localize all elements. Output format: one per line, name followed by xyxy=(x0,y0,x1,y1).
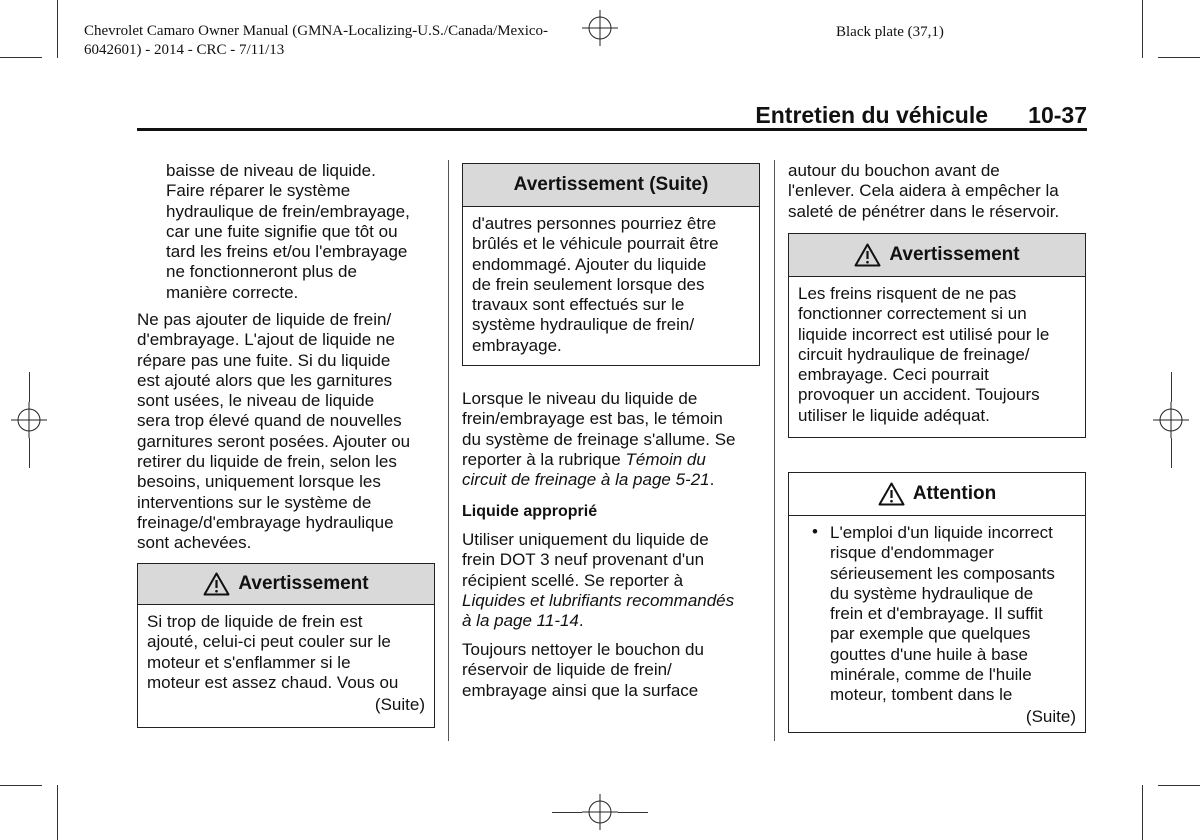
text-line: embrayage. Ceci pourrait xyxy=(798,365,989,385)
text-line: travaux sont effectués sur le xyxy=(472,295,685,315)
text-line: provoquer un accident. Toujours xyxy=(798,385,1040,405)
subheading: Liquide approprié xyxy=(462,503,598,520)
text-line xyxy=(462,611,767,631)
crop-mark xyxy=(1142,0,1143,58)
body-paragraph xyxy=(462,530,767,631)
text-line: moteur est assez chaud. Vous ou xyxy=(147,672,399,692)
text-line: l'enlever. Cela aidera à empêcher la xyxy=(788,181,1059,201)
text-line: besoins, uniquement lorsque les xyxy=(137,472,381,492)
attention-text xyxy=(789,516,1085,727)
registration-mark-icon xyxy=(11,402,47,438)
plate-label: Black plate (37,1) xyxy=(836,24,944,40)
text-line: tard les freins et/ou l'embrayage xyxy=(166,242,408,262)
text-line: sont usées, le niveau de liquide xyxy=(137,391,375,411)
text-line: récipient scellé. Se reporter à xyxy=(462,570,684,590)
text-line: manière correcte. xyxy=(166,282,299,302)
text-line: liquide incorrect est utilisé pour le xyxy=(798,324,1050,344)
text-line: sont achevées. xyxy=(137,533,252,553)
registration-mark-icon xyxy=(1153,402,1189,438)
crop-mark xyxy=(0,785,42,786)
page-number: 10-37 xyxy=(1028,102,1087,128)
text-fragment: . xyxy=(709,470,715,490)
text-line: frein et d'embrayage. Il suffit xyxy=(830,604,1043,624)
continued-paragraph xyxy=(137,161,466,303)
body-paragraph xyxy=(137,310,442,554)
text-line: garnitures seront posées. Ajouter ou xyxy=(137,431,411,451)
text-line: frein/embrayage est bas, le témoin xyxy=(462,409,723,429)
warning-triangle-icon xyxy=(854,243,881,267)
body-paragraph xyxy=(462,640,767,701)
section-title: Entretien du véhicule xyxy=(755,102,988,128)
text-line: frein DOT 3 neuf provenant d'un xyxy=(462,550,705,570)
text-line: saleté de pénétrer dans le réservoir. xyxy=(788,201,1060,221)
crop-mark xyxy=(57,0,58,58)
crop-mark xyxy=(57,785,58,840)
text-line: d'embrayage. L'ajout de liquide ne xyxy=(137,330,395,350)
text-line: embrayage. xyxy=(472,335,562,355)
attention-box xyxy=(788,472,1086,733)
attention-title: Attention xyxy=(912,483,997,504)
warning-box xyxy=(788,233,1086,438)
list-item xyxy=(798,523,1076,706)
crop-mark xyxy=(29,372,30,402)
text-line: moteur et s'enflammer si le xyxy=(147,652,351,672)
text-line: d'autres personnes pourriez être xyxy=(472,214,717,233)
text-line: autour du bouchon avant de xyxy=(788,161,1000,180)
warning-triangle-icon xyxy=(203,572,230,596)
print-metadata-line1: Chevrolet Camaro Owner Manual (GMNA-Localizing-U.S./Canada/Mexico- xyxy=(84,23,549,39)
continued-paragraph xyxy=(788,161,1093,222)
continued-label: (Suite) xyxy=(374,695,425,715)
crop-mark xyxy=(1158,785,1200,786)
text-line: brûlés et le véhicule pourrait être xyxy=(472,234,719,254)
text-line: gouttes d'une huile à base xyxy=(830,644,1028,664)
body-paragraph xyxy=(462,389,767,490)
text-line: Toujours nettoyer le bouchon du xyxy=(462,640,704,659)
text-line: L'emploi d'un liquide incorrect xyxy=(830,523,1053,542)
registration-mark-icon xyxy=(582,794,618,830)
text-line: est ajouté alors que les garnitures xyxy=(137,370,393,390)
text-line: répare pas une fuite. Si du liquide xyxy=(137,350,391,370)
warning-title: Avertissement xyxy=(238,573,369,594)
crop-mark xyxy=(29,438,30,468)
text-line: Les freins risquent de ne pas xyxy=(798,284,1017,303)
warning-triangle-icon xyxy=(878,482,905,506)
text-line: du système de freinage s'allume. Se xyxy=(462,429,736,449)
text-line: minérale, comme de l'huile xyxy=(830,665,1032,685)
warning-text xyxy=(789,277,1085,426)
crop-mark xyxy=(1158,57,1200,58)
text-line: embrayage ainsi que la surface xyxy=(462,680,699,700)
text-line: Utiliser uniquement du liquide de xyxy=(462,530,709,549)
text-line: fonctionner correctement si un xyxy=(798,304,1027,324)
text-line: Si trop de liquide de frein est xyxy=(147,612,363,631)
print-metadata xyxy=(84,22,548,60)
text-fragment: reporter à la rubrique xyxy=(462,449,626,469)
text-line: par exemple que quelques xyxy=(830,624,1031,644)
text-line: risque d'endommager xyxy=(830,543,994,563)
text-line: sérieusement les composants xyxy=(830,563,1055,583)
cross-reference-link[interactable]: circuit de freinage à la page 5-21 xyxy=(462,470,710,490)
warning-text xyxy=(463,207,759,356)
crop-mark xyxy=(0,57,42,58)
warning-title: Avertissement xyxy=(889,244,1020,265)
text-line: système hydraulique de frein/ xyxy=(472,315,695,335)
text-line: de frein seulement lorsque des xyxy=(472,274,705,294)
crop-mark xyxy=(618,812,648,813)
attention-box-header xyxy=(789,473,1085,516)
text-line xyxy=(462,470,767,490)
warning-continued-box xyxy=(462,163,760,366)
cross-reference-link[interactable]: à la page 11-14 xyxy=(462,611,579,631)
text-line: car une fuite signifie que tôt ou xyxy=(166,221,398,241)
text-line: ajouté, celui-ci peut couler sur le xyxy=(147,632,391,652)
text-line: freinage/d'embrayage hydraulique xyxy=(137,512,394,532)
crop-mark xyxy=(1142,785,1143,840)
text-line: Faire réparer le système xyxy=(166,181,351,201)
running-head xyxy=(137,100,1087,130)
text-line: circuit hydraulique de freinage/ xyxy=(798,344,1030,364)
text-line: Ne pas ajouter de liquide de frein/ xyxy=(137,310,392,329)
text-line: interventions sur le système de xyxy=(137,492,372,512)
cross-reference-link[interactable]: Liquides et lubrifiants recommandés xyxy=(462,590,735,610)
text-line: moteur, tombent dans le xyxy=(830,685,1013,705)
warning-box-header: Avertissement (Suite) xyxy=(463,164,759,207)
crop-mark xyxy=(552,812,582,813)
crop-mark xyxy=(1171,438,1172,468)
text-line: ne fonctionneront plus de xyxy=(166,262,357,282)
bullet-icon: • xyxy=(812,522,818,541)
text-line: Lorsque le niveau du liquide de xyxy=(462,389,698,408)
text-line: réservoir de liquide de frein/ xyxy=(462,660,672,680)
text-line: utiliser le liquide adéquat. xyxy=(798,405,990,425)
text-line xyxy=(462,450,767,470)
crop-mark xyxy=(1171,372,1172,402)
cross-reference-link[interactable]: Témoin du xyxy=(625,449,706,469)
registration-mark-icon xyxy=(582,10,618,46)
warning-text xyxy=(138,605,434,715)
text-line: retirer du liquide de frein, selon les xyxy=(137,452,397,472)
text-fragment: . xyxy=(578,611,584,631)
text-line: hydraulique de frein/embrayage, xyxy=(166,201,410,221)
column-divider xyxy=(774,160,775,741)
warning-box xyxy=(137,563,435,728)
header-rule xyxy=(137,128,1087,131)
warning-box-header xyxy=(789,234,1085,277)
print-metadata-line2: 6042601) - 2014 - CRC - 7/11/13 xyxy=(84,42,285,58)
text-line: baisse de niveau de liquide. xyxy=(166,161,376,180)
text-line: endommagé. Ajouter du liquide xyxy=(472,254,707,274)
continued-label: (Suite) xyxy=(1025,706,1076,726)
warning-box-header xyxy=(138,564,434,605)
text-line: sera trop élevé quand de nouvelles xyxy=(137,411,402,431)
text-line: du système hydraulique de xyxy=(830,583,1034,603)
